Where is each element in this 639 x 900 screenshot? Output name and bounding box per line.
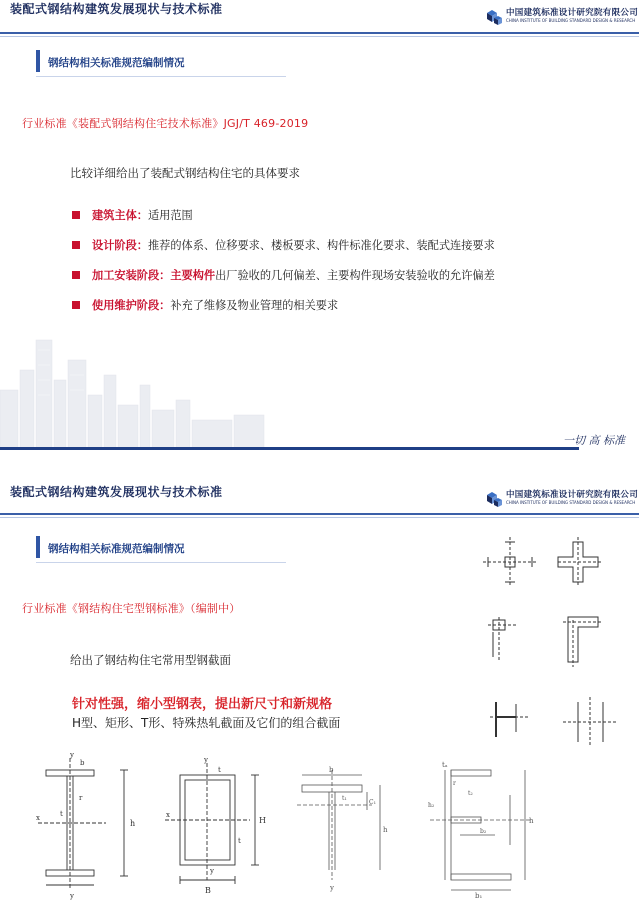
list-item bbox=[72, 267, 572, 284]
list-item bbox=[72, 207, 572, 224]
dim-label: r bbox=[453, 780, 456, 787]
cube-logo-icon bbox=[483, 489, 503, 509]
header-rule bbox=[0, 513, 639, 515]
section-accent-bar bbox=[36, 536, 40, 558]
dim-label: t bbox=[60, 810, 63, 818]
header-title: 装配式钢结构建筑发展现状与技术标准 bbox=[10, 2, 223, 16]
city-skyline-graphic bbox=[0, 320, 300, 450]
bullet-heading: 使用维护阶段： bbox=[92, 299, 171, 312]
section-underline bbox=[36, 562, 286, 563]
axis-label: y bbox=[210, 867, 214, 875]
dim-label: h bbox=[529, 817, 534, 825]
bullet-text: 出厂验收的几何偏差、主要构件现场安装验收的允许偏差 bbox=[215, 269, 495, 282]
bullet-heading: 设计阶段： bbox=[92, 239, 148, 252]
intro-text: 比较详细给出了装配式钢结构住宅的具体要求 bbox=[70, 166, 300, 180]
axis-label: x bbox=[36, 814, 40, 822]
logo-english-name: CHINA INSTITUTE OF BUILDING STANDARD DESIGN & RESEARCH bbox=[506, 500, 636, 505]
header-title: 装配式钢结构建筑发展现状与技术标准 bbox=[10, 485, 223, 499]
header-rule-light bbox=[0, 517, 639, 518]
section-title: 钢结构相关标准规范编制情况 bbox=[48, 543, 185, 555]
standard-title: 行业标准《钢结构住宅型钢标准》（编制中） bbox=[22, 602, 241, 615]
dim-label: h bbox=[130, 819, 136, 828]
dim-label: tₐ bbox=[442, 761, 448, 769]
square-bullet-icon bbox=[72, 211, 80, 219]
highlight-text: 针对性强，缩小型钢表，提出新尺寸和新规格 bbox=[72, 697, 333, 712]
dim-label: b bbox=[80, 759, 85, 767]
slogan-signature: 一切 高 标准 bbox=[563, 434, 625, 447]
section-accent-bar bbox=[36, 50, 40, 72]
dim-label: t₁ bbox=[342, 795, 347, 802]
square-bullet-icon bbox=[72, 241, 80, 249]
t-section-diagram bbox=[292, 760, 402, 895]
dim-label: b bbox=[329, 766, 334, 774]
box-section-diagram bbox=[160, 755, 275, 900]
logo-english-name: CHINA INSTITUTE OF BUILDING STANDARD DESIGN & RESEARCH bbox=[506, 18, 636, 23]
dim-label: h₂ bbox=[428, 802, 435, 809]
bullet-heading: 加工安装阶段：主要构件 bbox=[92, 269, 216, 282]
header-rule bbox=[0, 32, 639, 34]
institute-logo bbox=[483, 488, 639, 510]
dim-label: B bbox=[205, 886, 211, 895]
dim-label: b₂ bbox=[480, 828, 487, 835]
cube-logo-icon bbox=[483, 7, 503, 27]
header-rule-light bbox=[0, 36, 639, 37]
standard-title: 行业标准《装配式钢结构住宅技术标准》JGJ/T 469-2019 bbox=[22, 117, 309, 130]
bullet-text: 推荐的体系、位移要求、楼板要求、构件标准化要求、装配式连接要求 bbox=[147, 239, 495, 252]
intro-text: 给出了钢结构住宅常用型钢截面 bbox=[70, 653, 231, 667]
dim-label: H bbox=[259, 816, 266, 825]
dim-label: h bbox=[383, 826, 388, 834]
dim-label: t₂ bbox=[468, 790, 473, 797]
axis-label: y bbox=[70, 751, 74, 759]
bullet-heading: 建筑主体： bbox=[92, 209, 148, 222]
bullet-text: 补充了维修及物业管理的相关要求 bbox=[170, 299, 339, 312]
section-underline bbox=[36, 76, 286, 77]
requirement-list bbox=[72, 207, 572, 327]
institute-logo bbox=[483, 6, 639, 28]
logo-chinese-name: 中国建筑标准设计研究院有限公司 bbox=[506, 490, 639, 500]
bullet-text: 适用范围 bbox=[147, 209, 193, 222]
dim-label: C₁ bbox=[369, 799, 376, 806]
dim-label: r bbox=[79, 794, 83, 802]
list-item bbox=[72, 297, 572, 314]
axis-label: y bbox=[330, 884, 334, 892]
axis-label: y bbox=[70, 892, 74, 900]
dim-label: b₁ bbox=[475, 892, 483, 900]
square-bullet-icon bbox=[72, 301, 80, 309]
axis-label: y bbox=[204, 756, 208, 764]
h-section-diagram bbox=[36, 750, 146, 900]
list-item bbox=[72, 237, 572, 254]
special-section-diagram bbox=[420, 755, 560, 900]
square-bullet-icon bbox=[72, 271, 80, 279]
section-types-text: H型、矩形、T形、特殊热轧截面及它们的组合截面 bbox=[72, 716, 341, 730]
logo-chinese-name: 中国建筑标准设计研究院有限公司 bbox=[506, 8, 639, 18]
axis-label: x bbox=[166, 811, 170, 819]
dim-label: t bbox=[218, 766, 221, 774]
slide-2 bbox=[0, 450, 639, 900]
dim-label: t bbox=[238, 837, 241, 845]
combined-section-diagrams bbox=[478, 532, 628, 782]
section-title: 钢结构相关标准规范编制情况 bbox=[48, 57, 185, 69]
